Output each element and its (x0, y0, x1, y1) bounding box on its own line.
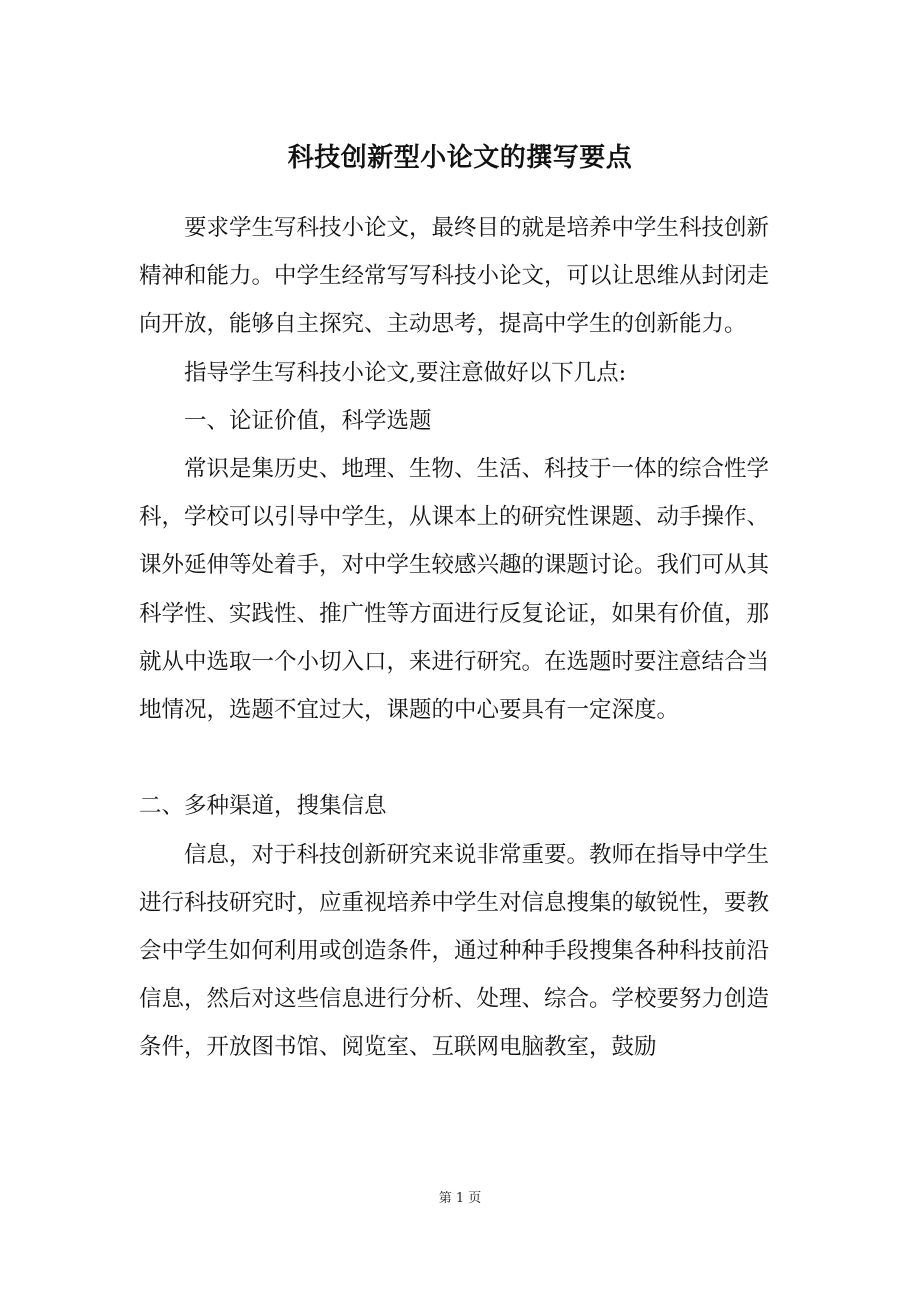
paragraph-information: 信息，对于科技创新研究来说非常重要。教师在指导中学生进行科技研究时，应重视培养中学生对信息搜集的敏锐性，要教会中学生如何利用或创造条件，通过种种手段搜集各种科技前沿信息，然后对这些信息进行分析、处理、综合。学校要努力创造条件，开放图书馆、阅览室、互联网电脑教室，鼓励 (139, 841, 770, 1061)
paragraph-intro: 要求学生写科技小论文，最终目的就是培养中学生科技创新精神和能力。中学生经常写写科技小论文，可以让思维从封闭走向开放，能够自主探究、主动思考，提高中学生的创新能力。 (139, 215, 770, 338)
paragraph-guidance: 指导学生写科技小论文,要注意做好以下几点: (184, 359, 627, 386)
document-title: 科技创新型小论文的撰写要点 (287, 143, 633, 173)
section-heading-1: 一、论证价值，科学选题 (184, 407, 432, 434)
blank-line (139, 734, 769, 782)
section-heading-2: 二、多种渠道，搜集信息 (139, 793, 387, 820)
paragraph-topic-selection: 常识是集历史、地理、生物、生活、科技于一体的综合性学科，学校可以引导中学生，从课本上的研究性课题、动手操作、课外延伸等处着手，对中学生较感兴趣的课题讨论。我们可从其科学性、实践性、推广性等方面进行反复论证，如果有价值，那就从中选取一个小切入口，来进行研究。在选题时要注意结合当地情况，选题不宜过大，课题的中心要具有一定深度。 (139, 456, 770, 724)
document-body (139, 204, 769, 1072)
page-number: 第 1 页 (438, 1191, 482, 1206)
